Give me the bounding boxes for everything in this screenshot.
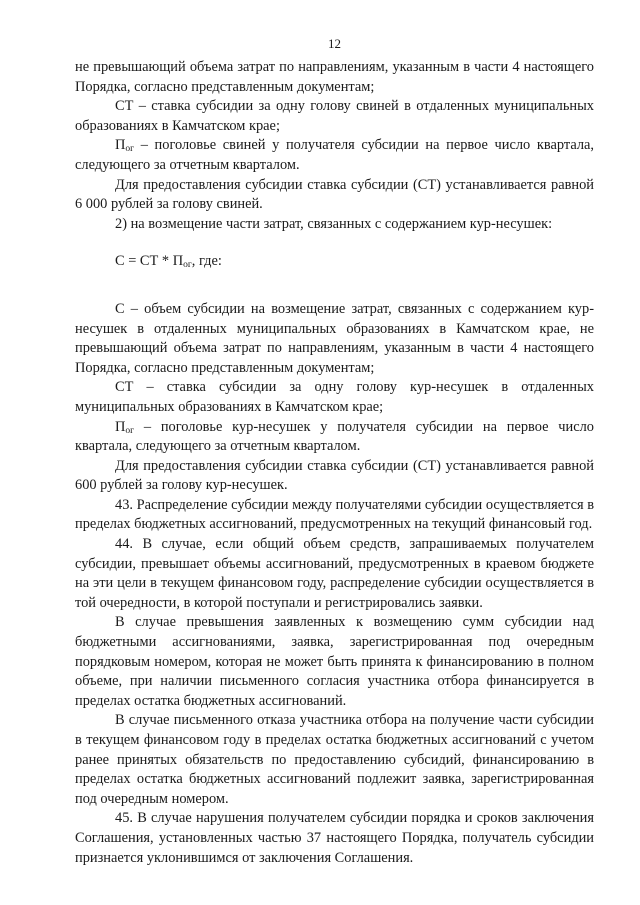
- symbol-p: П: [115, 418, 126, 435]
- formula: [75, 252, 594, 272]
- paragraph-text: – поголовье свиней у получателя субсидии на первое число квартала, следующего за отчетным кварталом.: [75, 137, 594, 173]
- paragraph: С – объем субсидии на возмещение затрат, связанных с содержанием кур-несушек в отдаленных муниципальных образованиях в Камчатском крае, не превышающий объема затрат по направлениям, указанным в части 4 настоящего Порядка, согласно представленным документам;: [75, 300, 594, 376]
- paragraph-text: – поголовье кур-несушек у получателя субсидии на первое число квартала, следующего за отчетным кварталом.: [75, 418, 594, 455]
- paragraph: В случае превышения заявленных к возмещению сумм субсидии над бюджетными ассигнованиями, заявка, зарегистрированная под очередным порядковым номером, которая не может быть принята к финансированию в полном объеме, при наличии письменного согласия участника отбора финансируется в пределах остатка бюджетных ассигнований.: [75, 614, 594, 709]
- paragraph-pog-pigs: [75, 136, 594, 175]
- paragraph: 2) на возмещение части затрат, связанных с содержанием кур-несушек:: [115, 215, 553, 232]
- formula-lhs: С = СТ * П: [115, 253, 184, 270]
- page-number: 12: [328, 36, 341, 51]
- formula-rhs: , где:: [191, 253, 222, 270]
- paragraph-45: 45. В случае нарушения получателем субсидии порядка и сроков заключения Соглашения, установленных частью 37 настоящего Порядка, получатель субсидии признается уклонившимся от заключения Соглашения.: [75, 810, 594, 866]
- paragraph: Для предоставления субсидии ставка субсидии (СТ) устанавливается равной 600 рублей за голову кур-несушек.: [75, 457, 594, 494]
- symbol-p: П: [115, 137, 126, 154]
- paragraph: СТ – ставка субсидии за одну голову кур-несушек в отдаленных муниципальных образованиях в Камчатском крае;: [75, 379, 594, 415]
- paragraph: не превышающий объема затрат по направлениям, указанным в части 4 настоящего Порядка, согласно представленным документам;: [75, 59, 594, 95]
- paragraph: СТ – ставка субсидии за одну голову свиней в отдаленных муниципальных образованиях в Камчатском крае;: [75, 98, 594, 134]
- paragraph: Для предоставления субсидии ставка субсидии (СТ) устанавливается равной 6 000 рублей за голову свиней.: [75, 176, 594, 213]
- symbol-subscript: ог: [125, 425, 135, 436]
- document-body: [75, 58, 594, 868]
- paragraph-pog-hens: [75, 418, 594, 457]
- paragraph: В случае письменного отказа участника отбора на получение части субсидии в текущем финансовом году в пределах остатка бюджетных ассигнований с учетом ранее принятых обязательств по предоставлению субсидий, финансированию в пределах остатка бюджетных ассигнований подлежит заявка, зарегистрированная под очередным номером.: [75, 712, 594, 807]
- paragraph-43: 43. Распределение субсидии между получателями субсидии осуществляется в пределах бюджетных ассигнований, предусмотренных на текущий финансовый год.: [75, 496, 594, 533]
- paragraph-44: 44. В случае, если общий объем средств, запрашиваемых получателем субсидии, превышает объемы ассигнований, предусмотренных в краевом бюджете на эти цели в текущем финансовом году, распределение субсидии осуществляется в той очередности, в которой поступали и регистрировались заявки.: [75, 536, 594, 611]
- formula-subscript: ог: [183, 260, 192, 271]
- symbol-subscript: ог: [125, 144, 135, 155]
